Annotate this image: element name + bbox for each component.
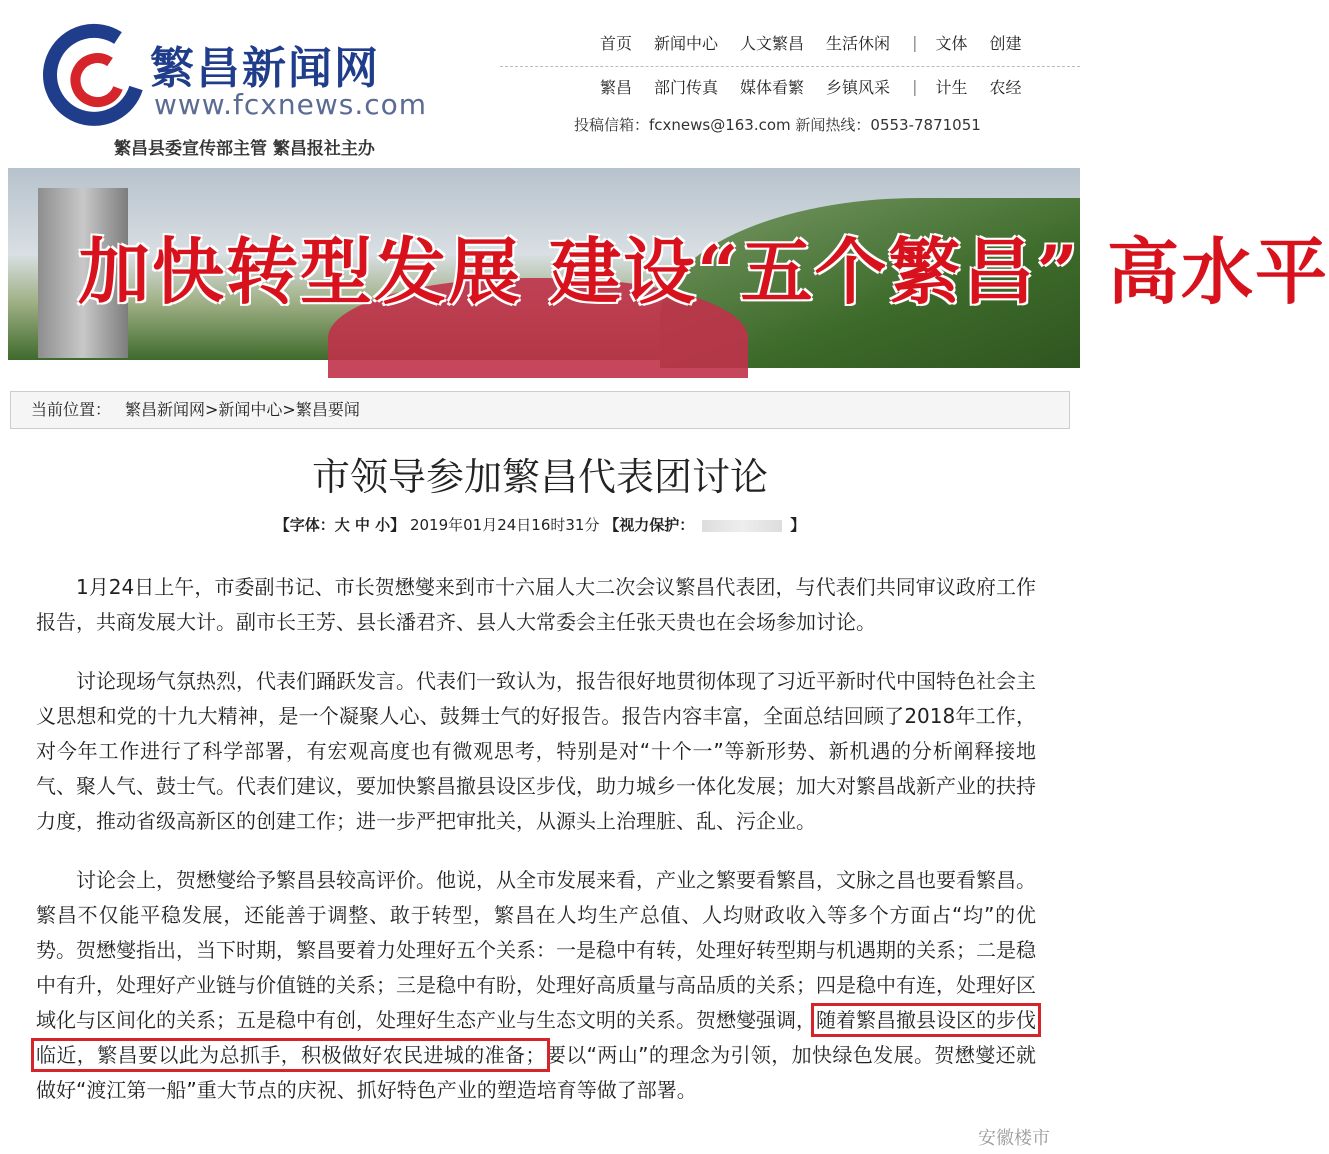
nav-link-departments[interactable]: 部门传真 bbox=[654, 77, 719, 97]
breadcrumb-label: 当前位置： bbox=[31, 400, 112, 419]
nav-link-media[interactable]: 媒体看繁 bbox=[740, 77, 805, 97]
paragraph-2: 讨论现场气氛热烈，代表们踊跃发言。代表们一致认为，报告很好地贯彻体现了习近平新时代中国特色社会主义思想和党的十九大精神，是一个凝聚人心、鼓舞士气的好报告。报告内容丰富，全面总结回顾了2018年工作，对今年工作进行了科学部署，有宏观高度也有微观思考，特别是对“十个一”等新形势、新机遇的分析阐释接地气、聚人气、鼓士气。代表们建议，要加快繁昌撤县设区步伐，助力城乡一体化发展；加大对繁昌战新产业的扶持力度，推动省级高新区的创建工作；进一步严把审批关，从源头上治理脏、乱、污企业。 bbox=[36, 669, 1036, 833]
nav-separator: | bbox=[912, 32, 918, 52]
banner-slogan: 加快转型发展 建设“五个繁昌” 高水平 bbox=[78, 229, 1329, 314]
logo-org: 繁昌县委宣传部主管 繁昌报社主办 bbox=[114, 139, 375, 159]
site-header bbox=[0, 0, 1080, 168]
logo-mark-icon bbox=[40, 18, 150, 128]
breadcrumb-path[interactable]: 繁昌新闻网>新闻中心>繁昌要闻 bbox=[125, 400, 360, 419]
article-body bbox=[36, 570, 1036, 1132]
breadcrumb bbox=[10, 391, 1070, 429]
nav-link-culture[interactable]: 人文繁昌 bbox=[740, 33, 805, 53]
nav-link-agri-econ[interactable]: 农经 bbox=[989, 77, 1022, 97]
article-date: 2019年01月24日16时31分 bbox=[409, 516, 600, 534]
nav-link-fanchang[interactable]: 繁昌 bbox=[600, 77, 633, 97]
article-meta bbox=[0, 514, 1080, 535]
nav-row-2 bbox=[600, 74, 1080, 98]
paragraph-3-start: 讨论会上，贺懋燮给予繁昌县较高评价。他说，从全市发展来看，产业之繁要看繁昌，文脉之昌也要看繁昌。繁昌不仅能平稳发展，还能善于调整、敢于转型，繁昌在人均生产总值、人均财政收入等多个方面占“均”的优势。贺懋燮指出，当下时期，繁昌要着力处理好五个关系：一是稳中有转，处理好转型期与机遇期的关系；二是稳中有升，处理好产业链与价值链的关系；三是稳中有盼，处理好高质量与高品质的关系；四是稳中有连，处理好区域化与区间化的关系；五是稳中有创，处理好生态产业与生态文明的关系。贺懋燮强调， bbox=[36, 868, 1036, 1032]
nav-link-family-planning[interactable]: 计生 bbox=[935, 77, 968, 97]
nav-row-1 bbox=[600, 30, 1080, 54]
main-nav bbox=[600, 30, 1080, 98]
nav-link-news-center[interactable]: 新闻中心 bbox=[654, 33, 719, 53]
nav-divider bbox=[500, 66, 1080, 67]
nav-link-create[interactable]: 创建 bbox=[989, 33, 1022, 53]
eye-protection-label: 【视力保护： bbox=[604, 516, 695, 534]
paragraph-3 bbox=[36, 863, 1036, 1108]
nav-link-leisure[interactable]: 生活休闲 bbox=[826, 33, 891, 53]
article-title: 市领导参加繁昌代表团讨论 bbox=[311, 455, 768, 499]
contact-info: 投稿信箱：fcxnews@163.com 新闻热线：0553-7871051 bbox=[574, 116, 981, 134]
nav-link-home[interactable]: 首页 bbox=[600, 33, 633, 53]
eye-protection-end: 】 bbox=[790, 516, 806, 534]
nav-separator: | bbox=[912, 76, 918, 96]
banner bbox=[8, 168, 1329, 360]
eye-protection-swatches[interactable] bbox=[702, 520, 782, 532]
nav-link-towns[interactable]: 乡镇风采 bbox=[826, 77, 891, 97]
font-size-switch[interactable]: 【字体：大 中 小】 bbox=[274, 516, 406, 534]
watermark: 安徽楼市 bbox=[978, 1128, 1050, 1149]
highlighted-sentence: 随着繁昌撤县设区的步伐临近，繁昌要以此为总抓手，积极做好农民进城的准备； bbox=[36, 1008, 1036, 1067]
logo-url: www.fcxnews.com bbox=[154, 88, 428, 121]
paragraph-1: 1月24日上午，市委副书记、市长贺懋燮来到市十六届人大二次会议繁昌代表团，与代表们共同审议政府工作报告，共商发展大计。副市长王芳、县长潘君齐、县人大常委会主任张天贵也在会场参加讨论。 bbox=[36, 575, 1036, 634]
paragraph-3-end: 要以“两山”的理念为引领，加快绿色发展。贺懋燮还就做好“渡江第一船”重大节点的庆祝、抓好特色产业的塑造培育等做了部署。 bbox=[36, 1043, 1036, 1102]
nav-link-sports[interactable]: 文体 bbox=[935, 33, 968, 53]
logo-text: 繁昌新闻网 bbox=[150, 43, 380, 94]
site-logo[interactable] bbox=[40, 18, 480, 158]
